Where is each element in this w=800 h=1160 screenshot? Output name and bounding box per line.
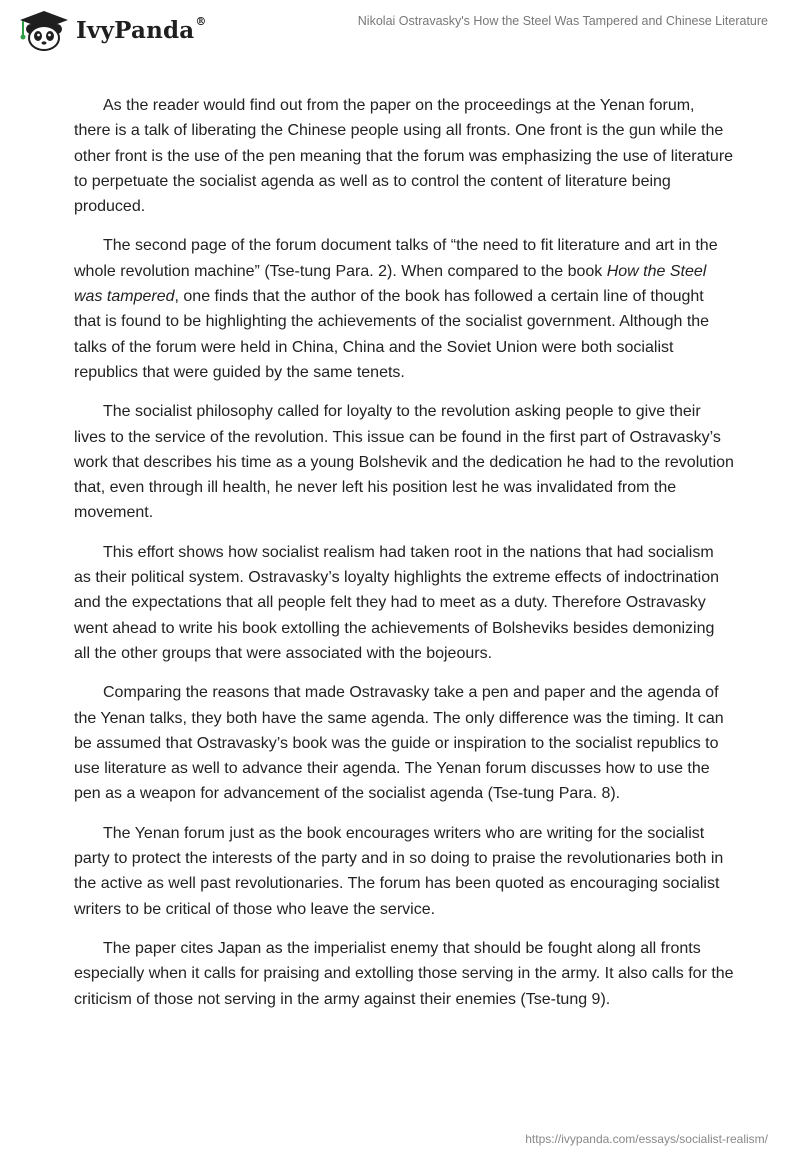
document-title: Nikolai Ostravasky's How the Steel Was Tampered and Chinese Literature <box>357 14 768 28</box>
page-header <box>0 0 800 60</box>
paragraph-2-before: The second page of the forum document talks of “the need to fit literature and art in the whole revolution machine” (Tse-tung Para. 2). When compared to the book <box>74 237 718 280</box>
paragraph-3: The socialist philosophy called for loyalty to the revolution asking people to give their lives to the service of the revolution. This issue can be found in the first part of Ostravasky’s work that describes his time as a young Bolshevik and the dedication he had to the revolution that, even through ill health, he never left his position lest he was invalidated from the movement. <box>74 403 734 522</box>
paragraph-6: The Yenan forum just as the book encourages writers who are writing for the socialist party to protect the interests of the party and in so doing to praise the revolutionaries both in the active as well past revolutionaries. The forum has been quoted as encouraging socialist writers to be critical of those who leave the service. <box>74 824 724 918</box>
book-title: How the Steel was tampered <box>74 262 707 306</box>
registered-mark: ® <box>195 14 207 28</box>
source-url[interactable]: https://ivypanda.com/essays/socialist-realism/ <box>525 1132 768 1146</box>
paragraph-2 <box>74 233 734 385</box>
ivypanda-logo[interactable] <box>14 8 207 52</box>
panda-graduation-cap-icon <box>14 8 70 52</box>
paragraph-4: This effort shows how socialist realism had taken root in the nations that had socialism as their political system. Ostravasky’s loyalty highlights the extreme effects of indoctrination and the expectations that all people felt they had to meet as a duty. Therefore Ostravasky went ahead to write his book extolling the achievements of Bolsheviks besides demonizing all the other groups that were associated with the bojeours. <box>74 543 720 662</box>
essay-body <box>74 93 734 1026</box>
paragraph-7: The paper cites Japan as the imperialist enemy that should be fought along all fronts especially when it calls for praising and extolling those serving in the army. It also calls for the criticism of those not serving in the army against their enemies (Tse-tung 9). <box>74 939 734 1008</box>
brand-name: IvyPanda® <box>76 14 207 44</box>
paragraph-5: Comparing the reasons that made Ostravasky take a pen and paper and the agenda of the Yenan talks, they both have the same agenda. The only difference was the timing. It can be assumed that Ostravasky’s book was the guide or inspiration to the socialist republics to use literature as well to advance their agenda. The Yenan forum discusses how to use the pen as a weapon for advancement of the socialist agenda (Tse-tung Para. 8). <box>74 684 724 803</box>
paragraph-2-after: , one finds that the author of the book has followed a certain line of thought that is found to be highlighting the achievements of the socialist government. Although the talks of the forum were held in China, China and the Soviet Union were both socialist republics that were guided by the same tenets. <box>74 288 710 381</box>
paragraph-1: As the reader would find out from the paper on the proceedings at the Yenan forum, there is a talk of liberating the Chinese people using all fronts. One front is the gun while the other front is the use of the pen meaning that the forum was emphasizing the use of literature to perpetuate the socialist agenda as well as to control the content of literature being produced. <box>74 97 734 216</box>
